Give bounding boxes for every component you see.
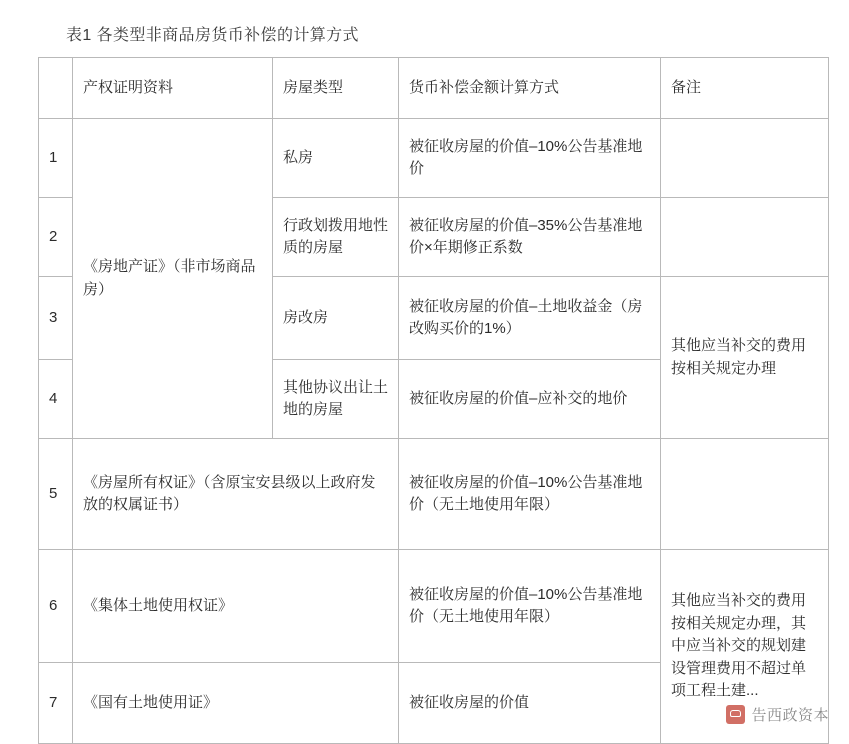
row-index: 3 (39, 277, 73, 360)
row-doc: 《房屋所有权证》（含原宝安县级以上政府发放的权属证书） (73, 439, 399, 550)
row-index: 4 (39, 360, 73, 439)
row-note (661, 119, 829, 198)
watermark (726, 704, 829, 725)
row-doc: 《房地产证》（非市场商品房） (73, 119, 273, 439)
row-calc: 被征收房屋的价值–10%公告基准地价 (399, 119, 661, 198)
wechat-logo-icon (726, 705, 745, 724)
row-doc: 《国有土地使用证》 (73, 663, 399, 744)
row-calc: 被征收房屋的价值–10%公告基准地价（无土地使用年限） (399, 550, 661, 663)
header-doc: 产权证明资料 (73, 58, 273, 119)
header-type: 房屋类型 (273, 58, 399, 119)
row-note: 其他应当补交的费用按相关规定办理 (661, 277, 829, 439)
row-calc: 被征收房屋的价值–土地收益金（房改购买价的1%） (399, 277, 661, 360)
header-calc: 货币补偿金额计算方式 (399, 58, 661, 119)
header-note: 备注 (661, 58, 829, 119)
row-calc: 被征收房屋的价值–10%公告基准地价（无土地使用年限） (399, 439, 661, 550)
table-caption: 表1 各类型非商品房货币补偿的计算方式 (66, 27, 359, 44)
row-index: 7 (39, 663, 73, 744)
row-type: 房改房 (273, 277, 399, 360)
row-index: 1 (39, 119, 73, 198)
row-calc: 被征收房屋的价值 (399, 663, 661, 744)
row-index: 2 (39, 198, 73, 277)
row-index: 5 (39, 439, 73, 550)
row-doc: 《集体土地使用权证》 (73, 550, 399, 663)
row-index: 6 (39, 550, 73, 663)
header-index (39, 58, 73, 119)
row-calc: 被征收房屋的价值–应补交的地价 (399, 360, 661, 439)
watermark-label: 告西政资本 (751, 707, 829, 724)
row-note (661, 439, 829, 550)
row-type: 行政划拨用地性质的房屋 (273, 198, 399, 277)
table-row (39, 439, 829, 550)
table-header-row (39, 58, 829, 119)
table-row (39, 550, 829, 663)
row-note: 其他应当补交的费用按相关规定办理，其中应当补交的规划建设管理费用不超过单项工程土建... (661, 550, 829, 744)
row-note (661, 198, 829, 277)
row-calc: 被征收房屋的价值–35%公告基准地价×年期修正系数 (399, 198, 661, 277)
row-type: 其他协议出让土地的房屋 (273, 360, 399, 439)
table-row (39, 119, 829, 198)
compensation-table (38, 57, 829, 744)
row-type: 私房 (273, 119, 399, 198)
